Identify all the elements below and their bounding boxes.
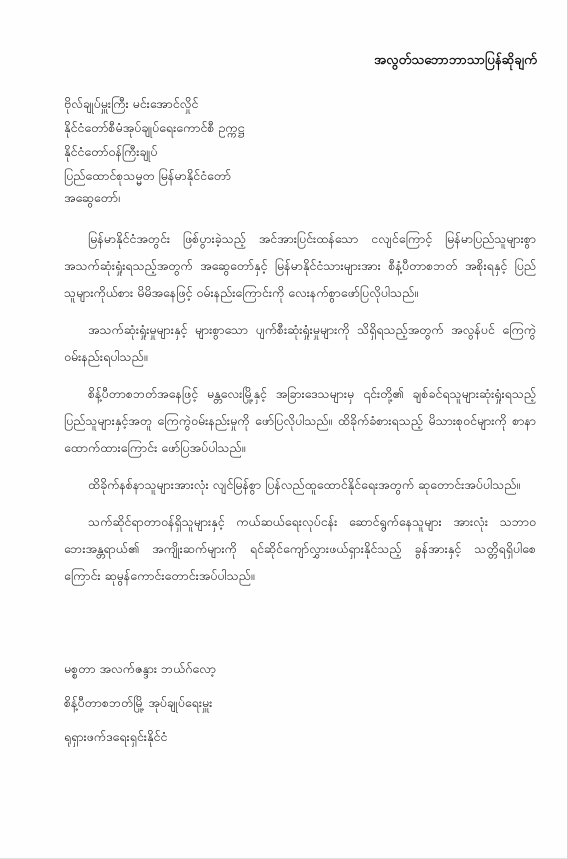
- body-paragraph: သက်ဆိုင်ရာတာဝန်ရှိသူများနှင့် ကယ်ဆယ်ရေးလုပ်ငန်း ဆောင်ရွက်နေသူများ အားလုံး သဘာဝဘေးအန္တရာယ်၏ အကျိုးဆက်များကို ရင်ဆိုင်ကျော်လွှားဖယ်ရှားနိုင်သည့် ခွန်အားနှင့် သတ္တိရရှိပါစေကြောင်း ဆုမွန်ကောင်းတောင်းအပ်ပါသည်။: [64, 514, 536, 583]
- recipient-country: ပြည်ထောင်စုသမ္မတ မြန်မာနိုင်ငံတော်: [64, 168, 232, 183]
- letter-body: [64, 225, 536, 599]
- body-paragraph: မြန်မာနိုင်ငံအတွင်း ဖြစ်ပွားခဲ့သည့် အင်အားပြင်းထန်သော ငလျင်ကြောင့် မြန်မာပြည်သူများစွာ အသက်ဆုံးရှုံးရသည့်အတွက် အဆွေတော်နှင့် မြန်မာနိုင်ငံသားများအား စီနံ့ပီတာစဘတ် အစိုးရနှင့် ပြည်သူများကိုယ်စား မိမိအနေဖြင့် ဝမ်းနည်းကြောင်းကို လေးနက်စွာဖော်ပြလိုပါသည်။: [64, 231, 536, 300]
- recipient-name: ဗိုလ်ချုပ်မှူးကြီး မင်းအောင်လှိုင်: [64, 96, 199, 111]
- recipient-block: [64, 92, 244, 188]
- signer-country: ရုရှားဖက်ဒရေးရှင်းနိုင်ငံ: [64, 729, 168, 744]
- body-paragraph: အသက်ဆုံးရှုံးမှုများနှင့် များစွာသော ပျက်စီးဆုံးရှုံးမှုများကို သိရှိရသည့်အတွက် အလွန်ပင် ကြေကွဲဝမ်းနည်းရပါသည်။: [64, 322, 536, 364]
- signature-block: [64, 652, 216, 754]
- salutation: အဆွေတော်၊: [64, 190, 120, 205]
- signer-title: စိန့်ပီတာစဘတ်မြို့ အုပ်ချုပ်ရေးမှူး: [64, 695, 213, 710]
- recipient-title-prime-minister: နိုင်ငံတော်ဝန်ကြီးချုပ်: [64, 144, 158, 159]
- document-heading: အလွတ်သဘောဘာသာပြန်ဆိုချက်: [374, 53, 537, 68]
- body-paragraph: စိန့်ပီတာစဘတ်အနေဖြင့် မန္တလေးမြို့နှင့် အခြားဒေသများမှ ၎င်းတို့၏ ချစ်ခင်ရသူများဆုံးရှုံးရသည့် ပြည်သူများနှင့်အတူ ကြေကွဲဝမ်းနည်းမှုကို ဖော်ပြလိုပါသည်။ ထိခိုက်ခံစားရသည့် မိသားစုဝင်များကို စာနာထောက်ထားကြောင်း ဖော်ပြအပ်ပါသည်။: [64, 386, 536, 455]
- body-paragraph: ထိခိုက်နစ်နာသူများအားလုံး လျင်မြန်စွာ ပြန်လည်ထူထောင်နိုင်ရေးအတွက် ဆုတောင်းအပ်ပါသည်။: [88, 477, 521, 492]
- signer-name: မစ္စတာ အလက်ဇန္ဒား ဘယ်ဂ်လော့: [64, 661, 217, 676]
- recipient-title-council-chair: နိုင်ငံတော်စီမံအုပ်ချုပ်ရေးကောင်စီ ဥက္ကဋ္ဌ: [64, 120, 245, 135]
